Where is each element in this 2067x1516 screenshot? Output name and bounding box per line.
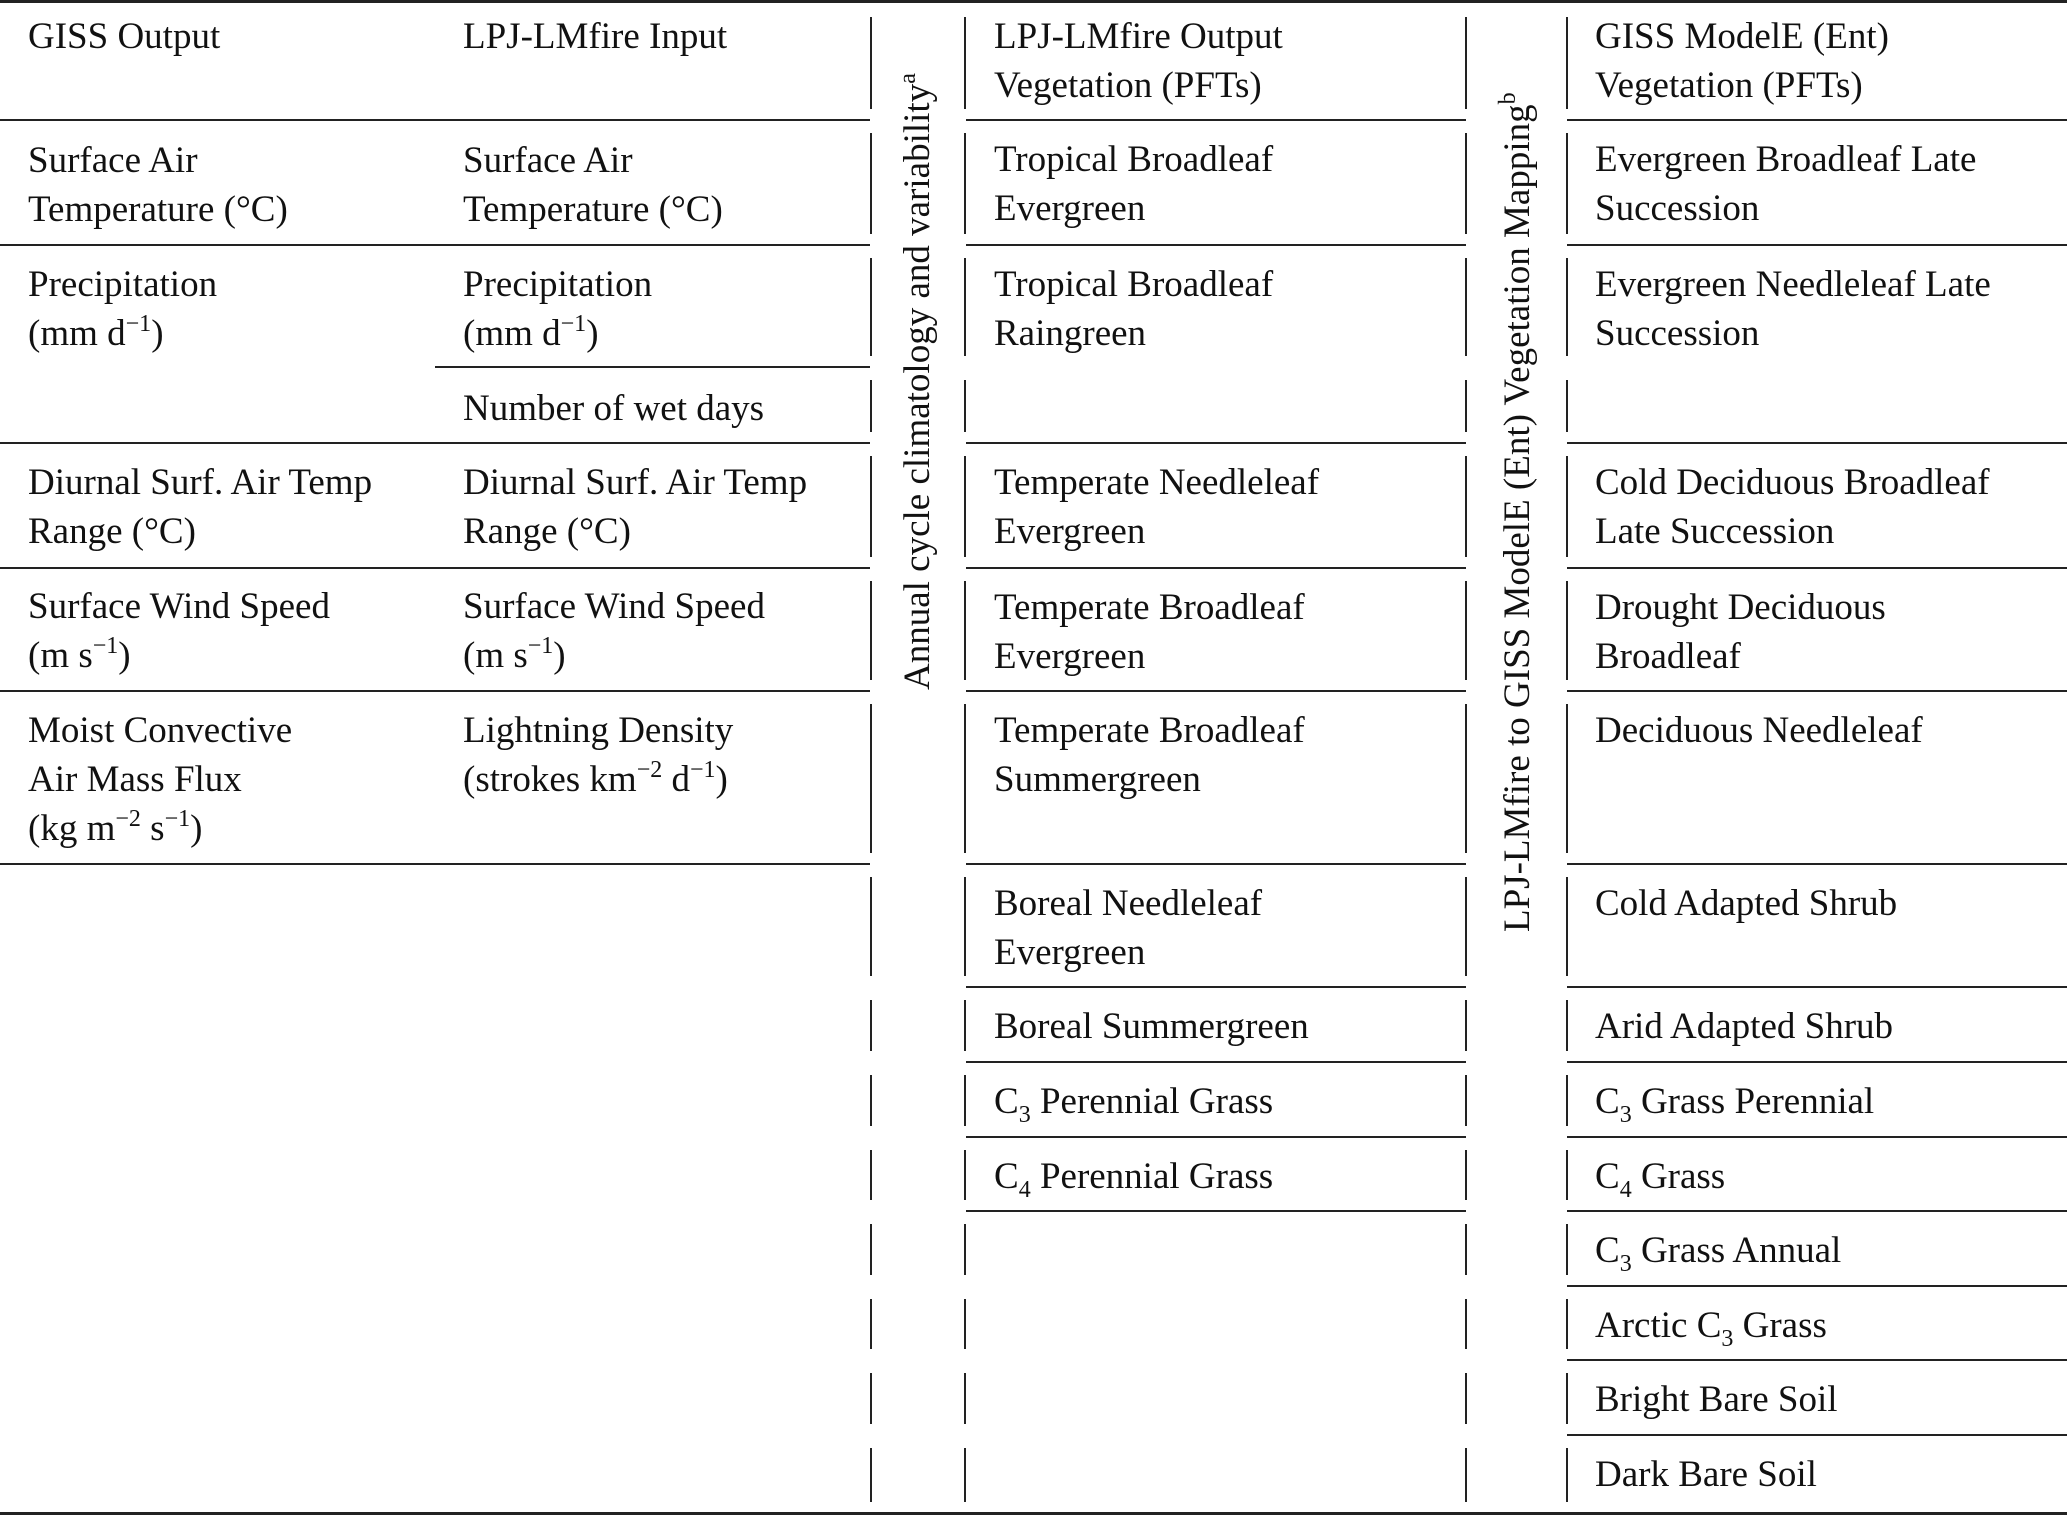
row-rule [966,690,1466,692]
lpj-pft-cell: Tropical Broadleaf Evergreen [994,139,1274,229]
column-divider [1465,1448,1467,1502]
row-rule [435,366,870,368]
column-divider [1465,581,1467,680]
column-divider [1566,877,1568,976]
row-rule [1567,690,2067,692]
column-divider [1566,1000,1568,1051]
header-giss-vegetation: GISS ModelE (Ent) Vegetation (PFTs) [1595,16,1889,106]
lpj-cell-precipitation: Precipitation (mm $d^{-1}$) [463,264,653,354]
lpj-pft-cell: $C_4$ Perennial Grass [994,1156,1274,1203]
giss-pft-cell: $C_3$ Grass Perennial [1595,1081,1875,1128]
row-rule [1567,1434,2067,1436]
lpj-cell-diurnal: Diurnal Surf. Air Temp Range (°C) [463,462,808,552]
column-divider [1566,704,1568,853]
row-rule [1567,244,2067,246]
row-rule [1567,1136,2067,1138]
column-divider [964,1224,966,1275]
column-divider [964,581,966,680]
lpj-pft-cell: Temperate Broadleaf Evergreen [994,587,1305,677]
column-divider [1465,133,1467,234]
column-divider [870,456,872,557]
top-rule [0,0,2067,3]
column-divider [964,1373,966,1424]
column-divider [870,704,872,853]
column-divider [1465,1224,1467,1275]
row-rule [966,863,1466,865]
row-rule [1567,1061,2067,1063]
column-divider [1465,704,1467,853]
annual-cycle-label: Annual cycle climatology and variability$^a$ [895,73,938,690]
giss-pft-cell: Dark Bare Soil [1595,1454,1817,1495]
giss-cell-convective-flux: Moist Convective Air Mass Flux (kg $m^{-2}$ $s^{-1}$) [28,710,293,849]
column-divider [964,1150,966,1200]
giss-pft-cell: Evergreen Broadleaf Late Succession [1595,139,1977,229]
column-divider [1566,456,1568,557]
column-divider [870,581,872,680]
row-rule [0,244,870,246]
column-divider [1465,456,1467,557]
column-divider [870,1373,872,1424]
row-rule [966,1136,1466,1138]
column-divider [870,133,872,234]
column-divider [870,1075,872,1126]
row-rule [1567,119,2067,121]
row-rule [0,863,870,865]
row-rule [966,442,1466,444]
column-divider [1566,1373,1568,1424]
row-rule [0,119,870,121]
column-divider [964,456,966,557]
row-rule [1567,863,2067,865]
row-rule [0,567,870,569]
column-divider [1566,17,1568,109]
column-divider [1465,17,1467,109]
column-divider [1465,258,1467,356]
column-divider [964,133,966,234]
row-rule [1567,442,2067,444]
lpj-cell-wet-days: Number of wet days [463,388,765,429]
row-rule [966,567,1466,569]
giss-cell-diurnal: Diurnal Surf. Air Temp Range (°C) [28,462,373,552]
giss-pft-cell: Drought Deciduous Broadleaf [1595,587,1886,677]
lpj-pft-cell: Boreal Summergreen [994,1006,1309,1047]
column-divider [1465,877,1467,976]
column-divider [1566,1075,1568,1126]
column-divider [964,1000,966,1051]
giss-pft-cell: Evergreen Needleleaf Late Succession [1595,264,1991,354]
lpj-pft-cell: Tropical Broadleaf Raingreen [994,264,1274,354]
column-divider [964,1299,966,1349]
lpj-pft-cell: Temperate Needleleaf Evergreen [994,462,1320,552]
column-divider [870,1224,872,1275]
column-divider [1566,380,1568,432]
column-divider [1566,1150,1568,1200]
column-divider [1465,1075,1467,1126]
giss-cell-precipitation: Precipitation (mm $d^{-1}$) [28,264,218,354]
column-divider [964,258,966,356]
lpj-pft-cell: Temperate Broadleaf Summergreen [994,710,1305,800]
column-divider [1465,1373,1467,1424]
column-divider [1465,380,1467,432]
giss-cell-wind: Surface Wind Speed (m $s^{-1}$) [28,586,330,676]
column-divider [870,17,872,109]
row-rule [966,1210,1466,1212]
lpj-cell-wind: Surface Wind Speed (m $s^{-1}$) [463,586,765,676]
column-divider [1566,1448,1568,1502]
row-rule [1567,1210,2067,1212]
column-divider [1465,1150,1467,1200]
row-rule [1567,1359,2067,1361]
column-divider [870,1000,872,1051]
giss-cell-temperature: Surface Air Temperature (°C) [28,140,288,230]
column-divider [870,1150,872,1200]
row-rule [0,442,870,444]
header-giss-output: GISS Output [28,16,221,57]
bottom-rule [0,1512,2067,1515]
footnote-marker-b: b [1495,92,1521,105]
lpj-pft-cell: $C_3$ Perennial Grass [994,1081,1274,1128]
row-rule [1567,567,2067,569]
row-rule [0,690,870,692]
giss-pft-cell: Bright Bare Soil [1595,1379,1838,1420]
column-divider [870,380,872,432]
row-rule [1567,986,2067,988]
column-divider [964,1075,966,1126]
column-divider [1566,258,1568,356]
giss-pft-cell: $C_3$ Grass Annual [1595,1230,1842,1277]
column-divider [964,704,966,853]
column-divider [1465,1299,1467,1349]
lpj-cell-temperature: Surface Air Temperature (°C) [463,140,723,230]
header-lpj-input: LPJ-LMfire Input [463,16,728,57]
column-divider [1566,1224,1568,1275]
column-divider [964,17,966,109]
giss-pft-cell: Arid Adapted Shrub [1595,1006,1894,1047]
lpj-cell-lightning: Lightning Density (strokes $km^{-2}$ $d^{-1}$) [463,710,734,800]
column-divider [870,258,872,356]
column-divider [870,1299,872,1349]
row-rule [966,119,1466,121]
header-lpj-output: LPJ-LMfire Output Vegetation (PFTs) [994,16,1283,106]
column-divider [964,380,966,432]
row-rule [966,986,1466,988]
column-divider [1566,133,1568,234]
vegetation-mapping-label: LPJ-LMfire to GISS ModelE (Ent) Vegetation Mapping$^b$ [1495,92,1538,932]
row-rule [1567,1285,2067,1287]
giss-pft-cell: Deciduous Needleleaf [1595,710,1923,751]
row-rule [966,1061,1466,1063]
column-divider [964,877,966,976]
giss-pft-cell: Cold Adapted Shrub [1595,883,1898,924]
column-divider [1465,1000,1467,1051]
column-divider [870,877,872,976]
giss-pft-cell: Arctic $C_3$ Grass [1595,1305,1827,1352]
lpj-pft-cell: Boreal Needleleaf Evergreen [994,883,1263,973]
giss-pft-cell: Cold Deciduous Broadleaf Late Succession [1595,462,1990,552]
column-divider [870,1448,872,1502]
column-divider [1566,581,1568,680]
column-divider [964,1448,966,1502]
row-rule [966,244,1466,246]
column-divider [1566,1299,1568,1349]
giss-pft-cell: $C_4$ Grass [1595,1156,1726,1203]
footnote-marker-a: a [895,73,921,84]
